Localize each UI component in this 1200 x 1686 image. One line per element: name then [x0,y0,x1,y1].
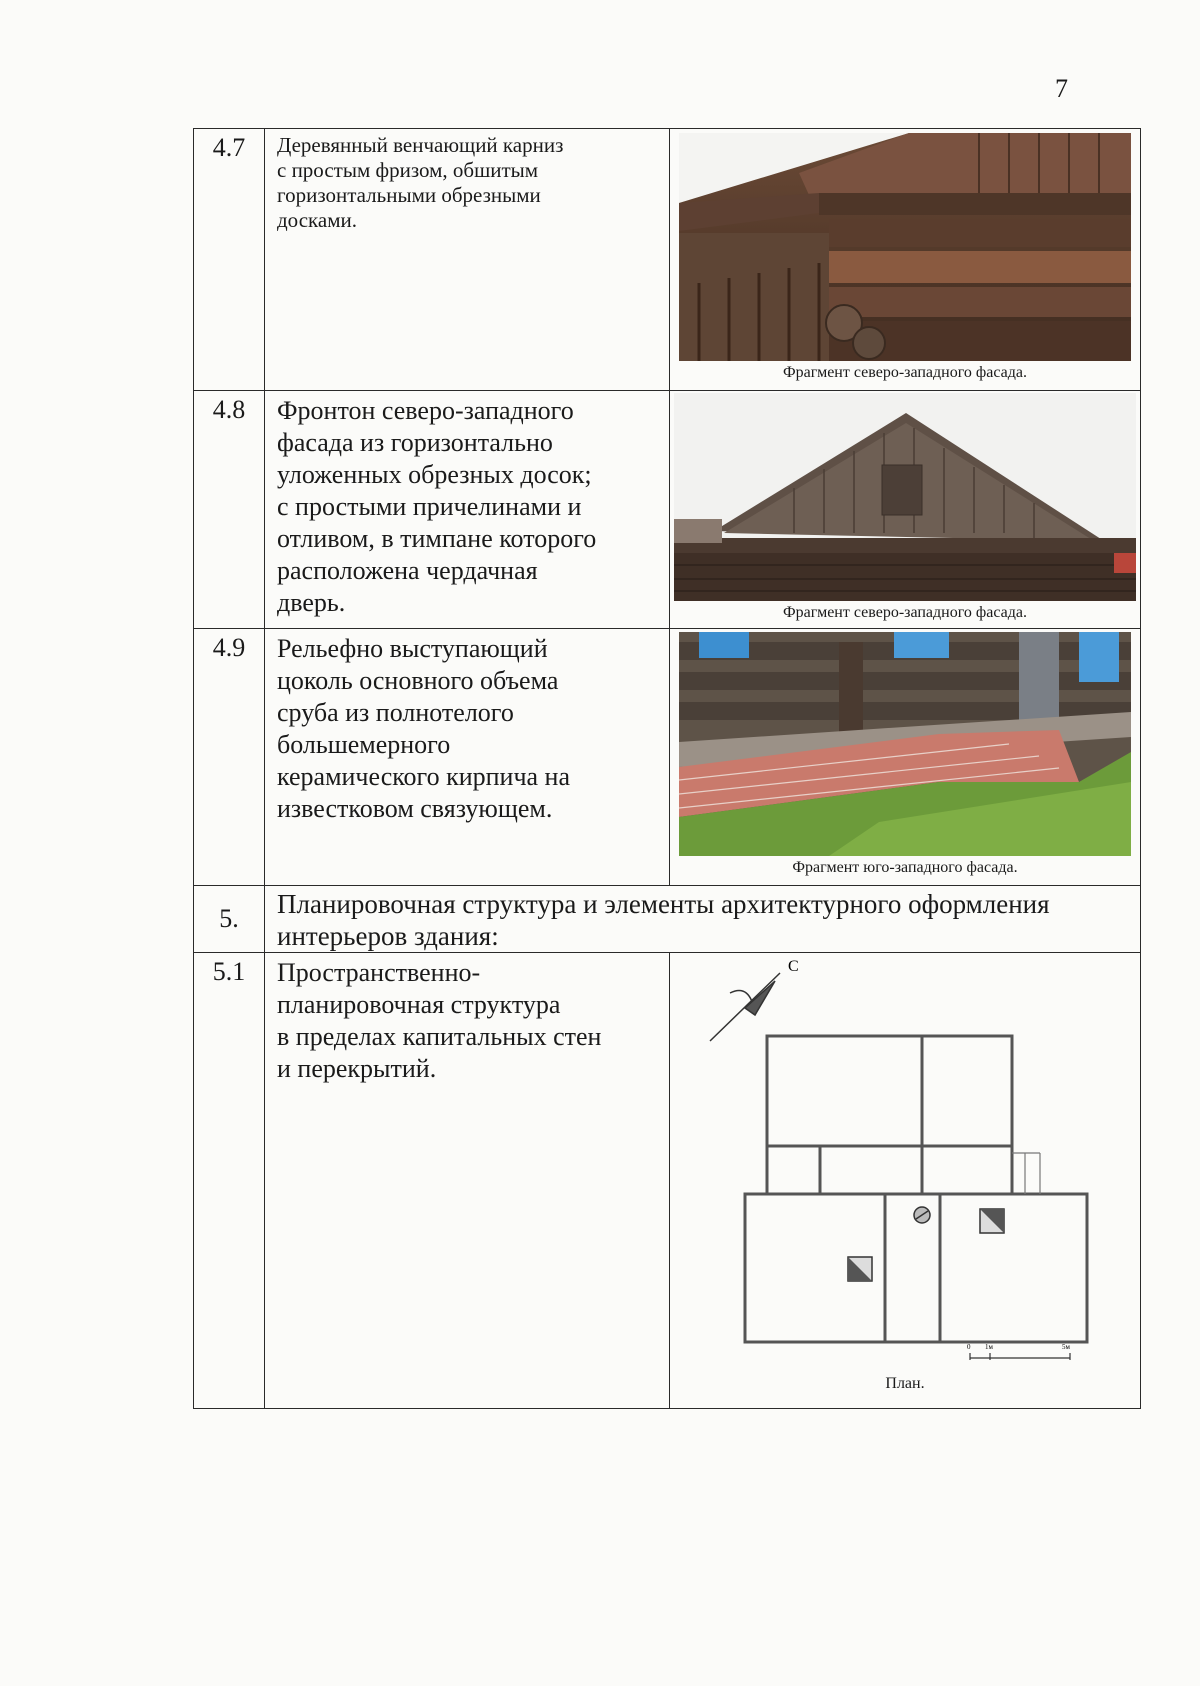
desc-line: керамического кирпича на [277,762,571,791]
section-heading [265,886,1141,953]
row-number: 4.9 [194,629,265,886]
stove-icon [848,1257,872,1281]
desc-line: расположена чердачная [277,556,538,585]
desc-line: Рельефно выступающий [277,634,548,663]
desc-line: досками. [277,208,358,232]
photo-caption: Фрагмент северо-западного фасада. [782,604,1027,621]
gable-photo [674,393,1136,601]
heading-line: интерьеров здания: [277,921,499,951]
row-description [265,129,670,391]
desc-line: дверь. [277,588,346,617]
scale-label: 5м [1062,1343,1070,1351]
row-description [265,629,670,886]
heritage-elements-table [193,128,1141,1409]
stove-icon [980,1209,1004,1233]
photo-caption: Фрагмент юго-западного фасада. [792,859,1018,876]
desc-line: с простыми причелинами и [277,492,582,521]
photo-cell [670,629,1141,886]
row-number: 5. [194,886,265,953]
photo-cell [670,391,1141,629]
round-stove-icon [914,1207,930,1223]
floor-plan [670,953,1140,1373]
row-number: 4.8 [194,391,265,629]
scale-label: 1м [985,1343,993,1351]
desc-line: Пространственно- [277,958,481,987]
photo-cell [670,129,1141,391]
plan-caption: План. [885,1375,925,1392]
table-row-4-7 [194,129,1141,391]
photo-caption: Фрагмент северо-западного фасада. [782,364,1027,381]
desc-line: уложенных обрезных досок; [277,460,592,489]
desc-line: цоколь основного объема [277,666,559,695]
row-description [265,391,670,629]
row-description [265,953,670,1409]
row-number: 5.1 [194,953,265,1409]
table-row-5 [194,886,1141,953]
desc-line: планировочная структура [277,990,561,1019]
table-row-5-1 [194,953,1141,1409]
desc-line: с простым фризом, обшитым [277,158,539,182]
north-arrow-icon [710,973,780,1041]
north-label: С [788,958,799,975]
page-number: 7 [1055,74,1068,103]
desc-line: Деревянный венчающий карниз [277,133,564,157]
cornice-photo [679,133,1131,361]
scale-label: 0 [967,1343,971,1351]
desc-line: и перекрытий. [277,1054,437,1083]
desc-line: сруба из полнотелого [277,698,514,727]
desc-line: большемерного [277,730,451,759]
desc-line: Фронтон северо-западного [277,396,574,425]
table-row-4-9 [194,629,1141,886]
desc-line: фасада из горизонтально [277,428,553,457]
desc-line: горизонтальными обрезными [277,183,541,207]
desc-line: известковом связующем. [277,794,553,823]
table-row-4-8 [194,391,1141,629]
row-number: 4.7 [194,129,265,391]
heading-line: Планировочная структура и элементы архитектурного оформления [277,889,1050,919]
desc-line: отливом, в тимпане которого [277,524,597,553]
desc-line: в пределах капитальных стен [277,1022,602,1051]
scale-bar [970,1353,1070,1360]
plan-cell [670,953,1141,1409]
plinth-photo [679,632,1131,856]
